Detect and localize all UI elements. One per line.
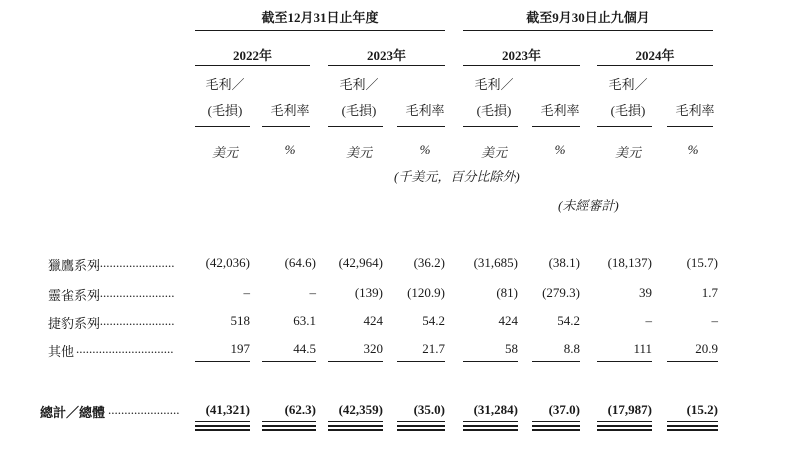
table-cell: 424 bbox=[363, 313, 383, 328]
table-cell: (15.7) bbox=[686, 255, 718, 270]
total-underline bbox=[328, 425, 383, 427]
total-underline bbox=[667, 425, 718, 427]
total-cell: (31,284) bbox=[473, 402, 518, 417]
table-cell: 1.7 bbox=[701, 285, 718, 300]
total-underline bbox=[397, 429, 445, 431]
total-underline bbox=[597, 425, 652, 427]
table-cell: 8.8 bbox=[563, 341, 580, 356]
unit-pct: % bbox=[419, 142, 431, 157]
table-cell: – bbox=[645, 313, 652, 328]
table-cell: 63.1 bbox=[293, 313, 316, 328]
row-label: 靈雀系列 bbox=[48, 288, 101, 303]
row-separator bbox=[195, 361, 250, 362]
table-cell: (64.6) bbox=[284, 255, 316, 270]
total-underline bbox=[397, 425, 445, 427]
total-underline bbox=[597, 429, 652, 431]
gross-margin-header: 毛利率 bbox=[675, 103, 715, 118]
table-cell: (120.9) bbox=[407, 285, 445, 300]
unit-pct: % bbox=[687, 142, 699, 157]
row-separator bbox=[667, 361, 718, 362]
total-underline bbox=[262, 425, 316, 427]
total-underline bbox=[262, 429, 316, 431]
row-label: 其他 bbox=[48, 344, 75, 359]
total-underline bbox=[195, 421, 250, 422]
leader-dots: .......................... bbox=[90, 255, 175, 270]
table-cell: 21.7 bbox=[422, 341, 445, 356]
total-underline bbox=[195, 429, 250, 431]
row-separator bbox=[463, 361, 518, 362]
total-cell: (15.2) bbox=[686, 402, 718, 417]
leader-dots: .......................... bbox=[90, 313, 175, 328]
table-cell: (18,137) bbox=[607, 255, 652, 270]
gross-profit-header: 毛利／ (毛損) bbox=[339, 77, 379, 118]
unit-pct: % bbox=[554, 142, 566, 157]
table-cell: – bbox=[243, 285, 250, 300]
table-cell: 111 bbox=[633, 341, 652, 356]
table-cell: (81) bbox=[496, 285, 518, 300]
table-cell: 39 bbox=[639, 285, 652, 300]
table-cell: (139) bbox=[354, 285, 383, 300]
table-cell: 54.2 bbox=[422, 313, 445, 328]
total-underline bbox=[397, 421, 445, 422]
total-cell: (37.0) bbox=[548, 402, 580, 417]
leader-dots: .......................... bbox=[90, 285, 175, 300]
unit-pct: % bbox=[284, 142, 296, 157]
unit-usd: 美元 bbox=[211, 145, 238, 160]
period-9m-header: 截至9月30日止九個月 bbox=[526, 10, 650, 25]
year-header: 2022年 bbox=[232, 48, 272, 63]
row-separator bbox=[328, 361, 383, 362]
total-underline bbox=[532, 429, 580, 431]
unit-usd: 美元 bbox=[480, 145, 507, 160]
total-underline bbox=[597, 421, 652, 422]
table-cell: 54.2 bbox=[557, 313, 580, 328]
total-underline bbox=[532, 425, 580, 427]
table-cell: (31,685) bbox=[473, 255, 518, 270]
total-underline bbox=[667, 421, 718, 422]
total-cell: (17,987) bbox=[607, 402, 652, 417]
gross-margin-header: 毛利率 bbox=[270, 103, 310, 118]
total-underline bbox=[463, 429, 518, 431]
leader-dots: ...................... bbox=[108, 402, 180, 417]
total-underline bbox=[262, 421, 316, 422]
total-cell: (42,359) bbox=[338, 402, 383, 417]
gross-margin-header: 毛利率 bbox=[405, 103, 445, 118]
table-cell: 58 bbox=[505, 341, 518, 356]
table-cell: (42,036) bbox=[205, 255, 250, 270]
table-cell: 320 bbox=[363, 341, 383, 356]
table-cell: – bbox=[309, 285, 316, 300]
year-header: 2023年 bbox=[366, 48, 406, 63]
total-cell: (41,321) bbox=[205, 402, 250, 417]
row-label: 捷豹系列 bbox=[48, 316, 101, 331]
row-label: 獵鷹系列 bbox=[48, 258, 101, 273]
table-cell: 20.9 bbox=[695, 341, 718, 356]
table-cell: 424 bbox=[498, 313, 518, 328]
gross-profit-header: 毛利／ (毛損) bbox=[474, 77, 514, 118]
row-separator bbox=[262, 361, 316, 362]
total-underline bbox=[532, 421, 580, 422]
unit-usd: 美元 bbox=[614, 145, 641, 160]
total-underline bbox=[463, 425, 518, 427]
total-cell: (62.3) bbox=[284, 402, 316, 417]
table-cell: (279.3) bbox=[542, 285, 580, 300]
unit-note: (千美元，百分比除外) bbox=[394, 169, 520, 184]
total-underline bbox=[328, 421, 383, 422]
table-cell: (42,964) bbox=[338, 255, 383, 270]
gross-profit-header: 毛利／ (毛損) bbox=[205, 77, 245, 118]
year-header: 2023年 bbox=[501, 48, 541, 63]
table-cell: 44.5 bbox=[293, 341, 316, 356]
total-underline bbox=[667, 429, 718, 431]
table-cell: (38.1) bbox=[548, 255, 580, 270]
total-underline bbox=[328, 429, 383, 431]
unit-usd: 美元 bbox=[345, 145, 372, 160]
table-cell: 518 bbox=[230, 313, 250, 328]
unaudited-note: (未經審計) bbox=[558, 198, 619, 213]
row-separator bbox=[532, 361, 580, 362]
gross-margin-header: 毛利率 bbox=[540, 103, 580, 118]
gross-profit-header: 毛利／ (毛損) bbox=[608, 77, 648, 118]
total-label: 總計／總體 bbox=[40, 405, 106, 420]
row-separator bbox=[397, 361, 445, 362]
period-fy-header: 截至12月31日止年度 bbox=[261, 10, 379, 25]
table-cell: 197 bbox=[230, 341, 250, 356]
table-cell: (36.2) bbox=[413, 255, 445, 270]
total-underline bbox=[463, 421, 518, 422]
leader-dots: .............................. bbox=[76, 341, 174, 356]
row-separator bbox=[597, 361, 652, 362]
table-cell: – bbox=[711, 313, 718, 328]
total-cell: (35.0) bbox=[413, 402, 445, 417]
year-header: 2024年 bbox=[635, 48, 675, 63]
total-underline bbox=[195, 425, 250, 427]
